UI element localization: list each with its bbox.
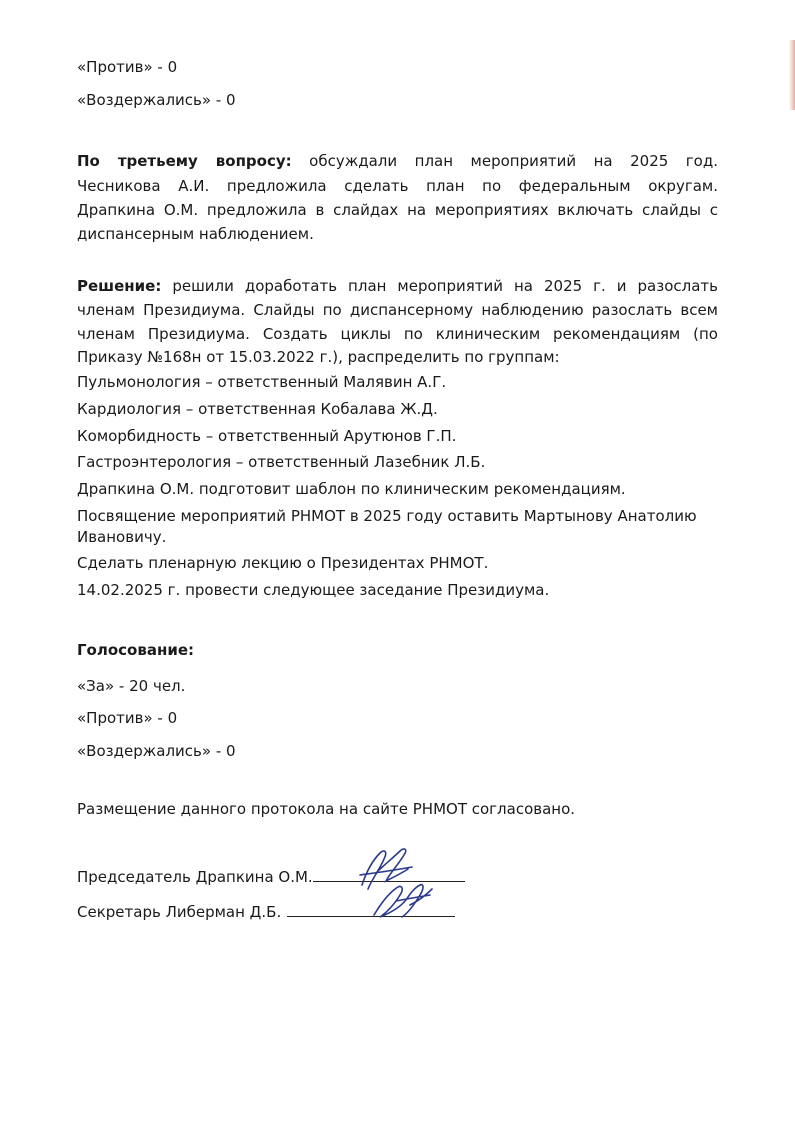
next-meeting: 14.02.2025 г. провести следующее заседание Президиума. (77, 581, 550, 599)
third-question-line-1: По третьему вопросу: обсуждали план мероприятий на 2025 год. (77, 152, 719, 170)
group-cardiology: Кардиология – ответственная Кобалава Ж.Д. (77, 400, 438, 418)
vote-against-top: «Против» - 0 (77, 58, 178, 76)
secretary-handwritten-signature (366, 875, 456, 925)
vote-for: «За» - 20 чел. (77, 677, 186, 695)
vote-against: «Против» - 0 (77, 709, 178, 727)
third-question-line-4: диспансерным наблюдением. (77, 225, 314, 243)
plenary-lecture: Сделать пленарную лекцию о Президентах РНМОТ. (77, 554, 489, 572)
decision-line-3: членам Президиума. Создать циклы по клиническим рекомендациям (по (77, 325, 718, 343)
voting-heading: Голосование: (77, 641, 195, 659)
decision-line-1: Решение: решили доработать план мероприятий на 2025 г. и разослать (77, 277, 718, 295)
group-gastroenterology: Гастроэнтерология – ответственный Лазебник Л.Б. (77, 453, 486, 471)
third-question-line-3: Драпкина О.М. предложила в слайдах на мероприятиях включать слайды с (77, 201, 718, 219)
dedication-line-2: Ивановичу. (77, 528, 167, 546)
vote-abstained: «Воздержались» - 0 (77, 742, 236, 760)
chair-label: Председатель Драпкина О.М. (77, 868, 313, 886)
decision-line-4: Приказу №168н от 15.03.2022 г.), распределить по группам: (77, 348, 560, 366)
decision-heading: Решение: (77, 277, 162, 295)
dedication-line-1: Посвящение мероприятий РНМОТ в 2025 году оставить Мартынову Анатолию (77, 507, 697, 525)
decision-line-2: членам Президиума. Слайды по диспансерному наблюдению разослать всем (77, 301, 718, 319)
secretary-label: Секретарь Либерман Д.Б. (77, 903, 282, 921)
scan-edge-mark (789, 40, 795, 110)
template-task: Драпкина О.М. подготовит шаблон по клиническим рекомендациям. (77, 480, 626, 498)
group-comorbidity: Коморбидность – ответственный Арутюнов Г.П. (77, 427, 457, 445)
agreement-note: Размещение данного протокола на сайте РНМОТ согласовано. (77, 800, 576, 818)
group-pulmonology: Пульмонология – ответственный Малявин А.Г. (77, 373, 447, 391)
third-question-heading: По третьему вопросу: (77, 152, 292, 170)
vote-abstained-top: «Воздержались» - 0 (77, 91, 236, 109)
third-question-line-2: Чесникова А.И. предложила сделать план по федеральным округам. (77, 177, 718, 195)
